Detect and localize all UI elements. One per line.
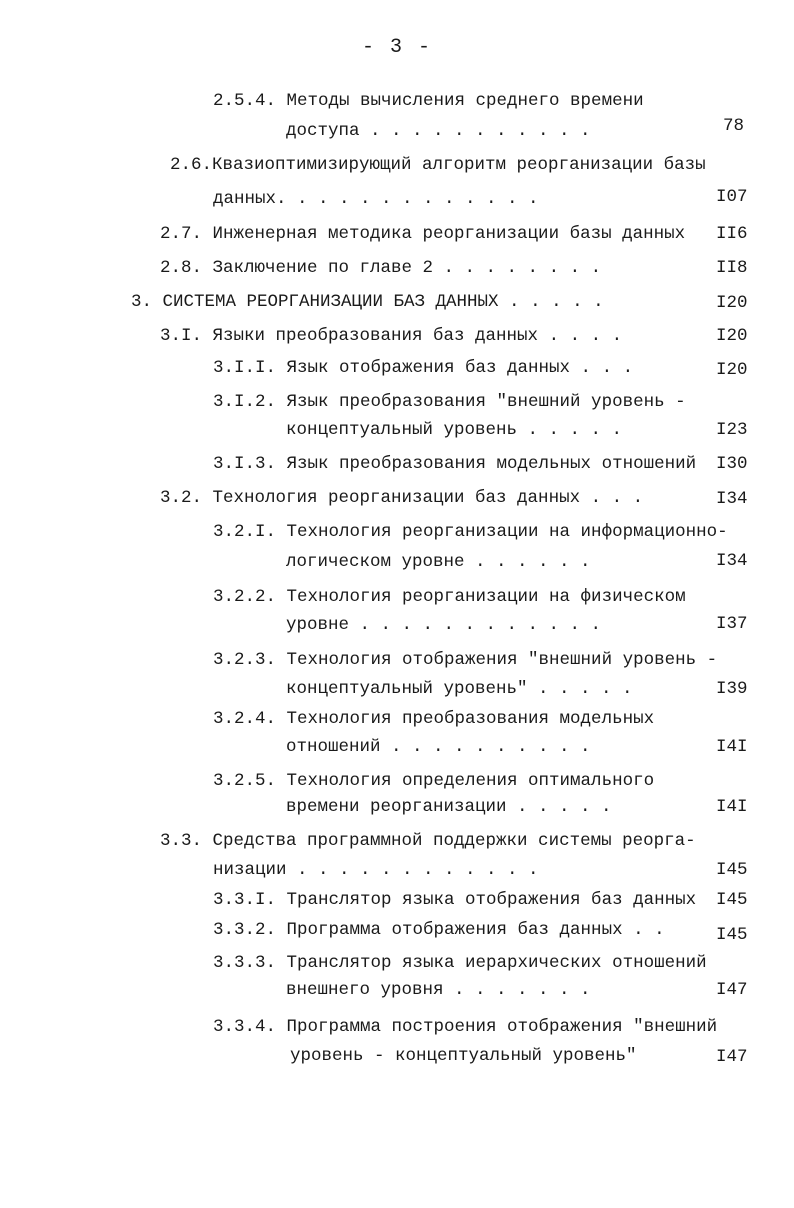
toc-entry-3: 3. СИСТЕМА РЕОРГАНИЗАЦИИ БАЗ ДАННЫХ . . . . . (131, 292, 604, 312)
toc-page-3-2-3: I39 (716, 679, 748, 699)
toc-page-2-7: II6 (716, 224, 748, 244)
toc-entry-3-1-1: 3.I.I. Язык отображения баз данных . . . (213, 358, 634, 378)
toc-entry-3-3-line1: 3.3. Средства программной поддержки системы реорга- (160, 831, 696, 851)
toc-page-3-1: I20 (716, 326, 748, 346)
toc-page-3-3-3: I47 (716, 980, 748, 1000)
toc-page-3: I20 (716, 293, 748, 313)
toc-entry-3-1: 3.I. Языки преобразования баз данных . . . . (160, 326, 623, 346)
toc-page-3-3-1: I45 (716, 890, 748, 910)
toc-page-2-5-4: 78 (723, 116, 745, 136)
toc-page-3-3-4: I47 (716, 1047, 748, 1067)
toc-entry-3-2-5-line2: времени реорганизации . . . . . (286, 797, 612, 817)
toc-entry-3-1-2-line1: 3.I.2. Язык преобразования "внешний уровень - (213, 392, 686, 412)
toc-entry-3-2-2-line1: 3.2.2. Технология реорганизации на физическом (213, 587, 686, 607)
toc-entry-3-1-3: 3.I.3. Язык преобразования модельных отношений (213, 454, 697, 474)
toc-entry-3-2-4-line1: 3.2.4. Технология преобразования модельных (213, 709, 655, 729)
toc-page-3-1-2: I23 (716, 420, 748, 440)
toc-entry-2-5-4-line2: доступа . . . . . . . . . . . (286, 121, 591, 141)
toc-page-3-1-1: I20 (716, 360, 748, 380)
toc-page-3-2-2: I37 (716, 614, 748, 634)
toc-entry-3-2-1-line1: 3.2.I. Технология реорганизации на информационно- (213, 522, 728, 542)
toc-entry-2-6-line2: данных. . . . . . . . . . . . . (213, 189, 539, 209)
toc-entry-2-5-4-line1: 2.5.4. Методы вычисления среднего времени (213, 91, 644, 111)
toc-page-3-2-5: I4I (716, 797, 748, 817)
toc-entry-2-7: 2.7. Инженерная методика реорганизации базы данных (160, 224, 686, 244)
toc-page-3-3-2: I45 (716, 925, 748, 945)
toc-page-3-2-1: I34 (716, 551, 748, 571)
toc-entry-3-3-3-line1: 3.3.3. Транслятор языка иерархических отношений (213, 953, 707, 973)
toc-entry-2-6-line1: 2.6.Квазиоптимизирующий алгоритм реорганизации базы (170, 155, 706, 175)
toc-entry-3-2-4-line2: отношений . . . . . . . . . . (286, 737, 591, 757)
toc-page-3-2: I34 (716, 489, 748, 509)
toc-entry-3-3-1: 3.3.I. Транслятор языка отображения баз данных (213, 890, 697, 910)
toc-entry-3-1-2-line2: концептуальный уровень . . . . . (286, 420, 623, 440)
toc-page-2-8: II8 (716, 258, 748, 278)
toc-entry-3-2-5-line1: 3.2.5. Технология определения оптимального (213, 771, 655, 791)
toc-entry-3-3-3-line2: внешнего уровня . . . . . . . (286, 980, 591, 1000)
toc-page-3-1-3: I30 (716, 454, 748, 474)
toc-page-3-3: I45 (716, 860, 748, 880)
toc-entry-3-3-line2: низации . . . . . . . . . . . . (213, 860, 539, 880)
toc-entry-3-3-4-line1: 3.3.4. Программа построения отображения "внешний (213, 1017, 718, 1037)
toc-entry-3-2-1-line2: логическом уровне . . . . . . (286, 552, 591, 572)
toc-entry-2-8: 2.8. Заключение по главе 2 . . . . . . . . (160, 258, 602, 278)
toc-entry-3-2: 3.2. Технология реорганизации баз данных . . . (160, 488, 644, 508)
page-number: - 3 - (361, 36, 432, 59)
toc-page-3-2-4: I4I (716, 737, 748, 757)
toc-entry-3-3-4-line2: уровень - концептуальный уровень" (290, 1046, 637, 1066)
toc-entry-3-2-2-line2: уровне . . . . . . . . . . . . (286, 615, 602, 635)
toc-entry-3-3-2: 3.3.2. Программа отображения баз данных . . (213, 920, 665, 940)
toc-entry-3-2-3-line2: концептуальный уровень" . . . . . (286, 679, 633, 699)
toc-entry-3-2-3-line1: 3.2.3. Технология отображения "внешний уровень - (213, 650, 718, 670)
toc-page-2-6: I07 (716, 187, 748, 207)
